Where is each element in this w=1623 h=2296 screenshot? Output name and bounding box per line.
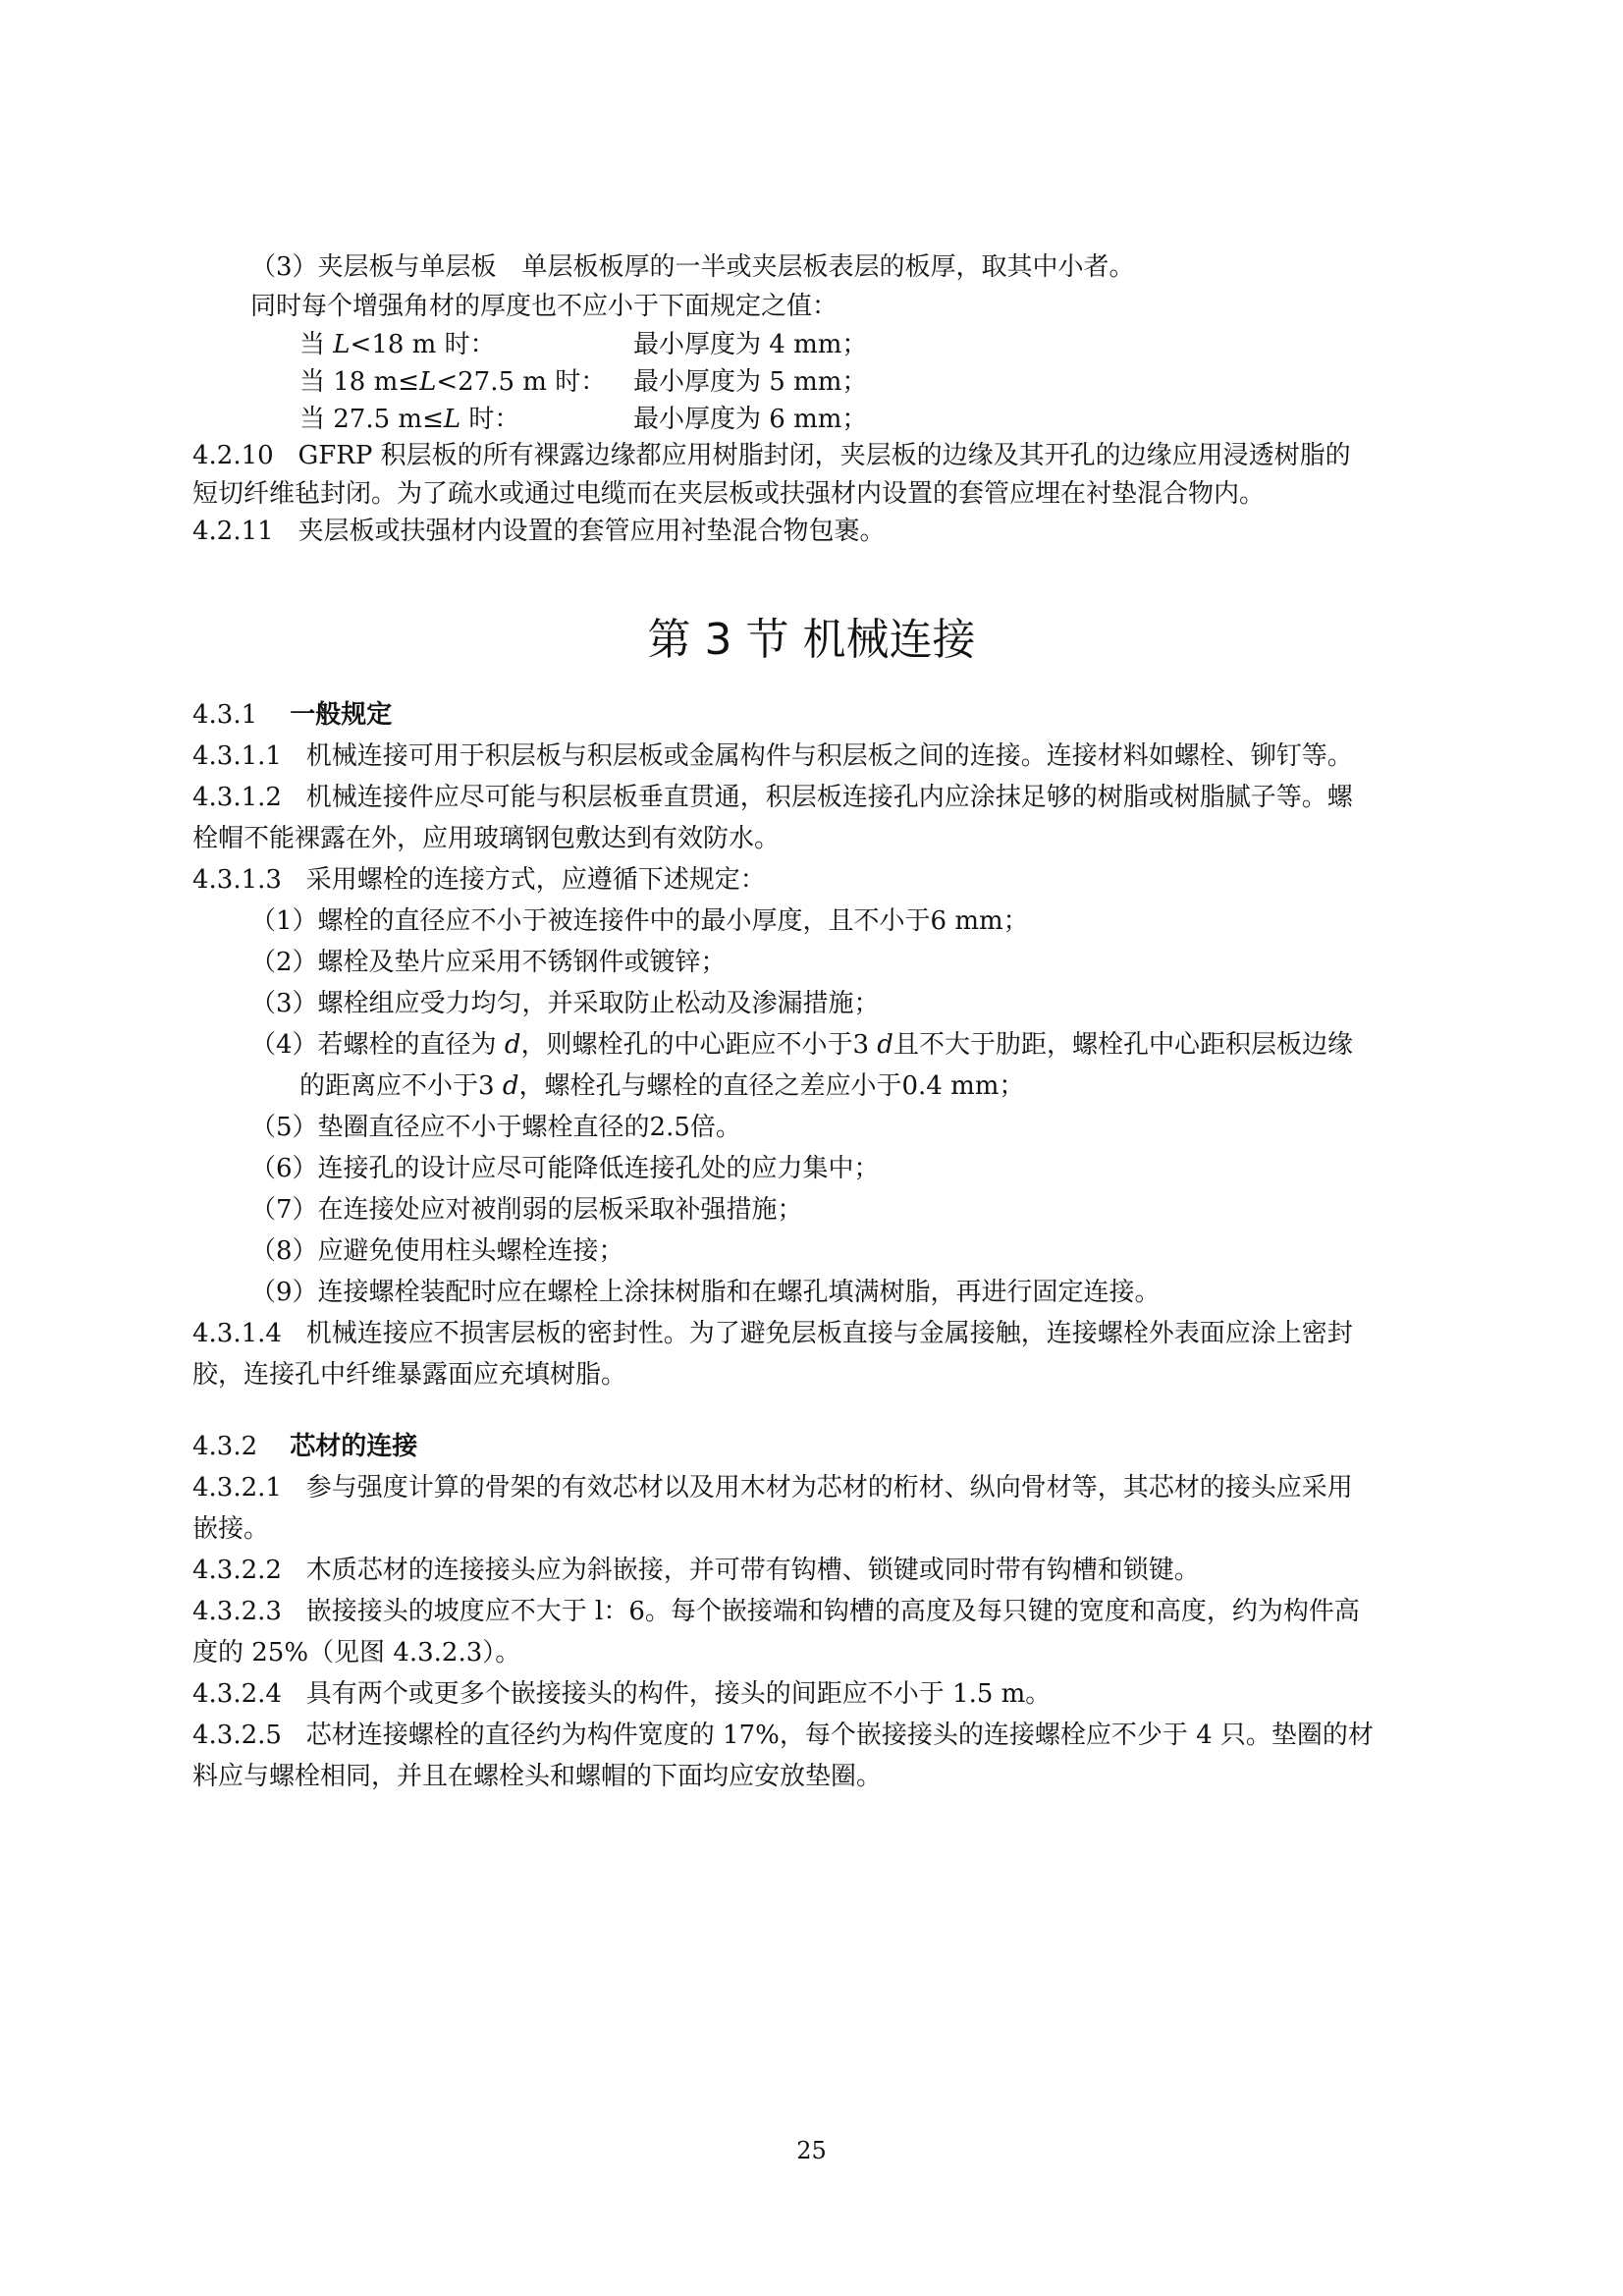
clause-4-3-2-4 xyxy=(192,1674,1051,1714)
rule-text: ，则螺栓孔的中心距应不小于3 xyxy=(520,1030,878,1060)
heading-text: 芯材的连接 xyxy=(290,1432,418,1461)
row-condition-suffix: <27.5 m 时： xyxy=(436,367,607,397)
clause-4-3-2-5-cont: 料应与螺栓相同，并且在螺栓头和螺帽的下面均应安放垫圈。 xyxy=(192,1762,883,1791)
thickness-value-3: 最小厚度为 6 mm； xyxy=(633,405,868,434)
rule-text: 的距离应不小于3 xyxy=(299,1071,503,1101)
rule-text: （4）若螺栓的直径为 xyxy=(250,1030,505,1060)
clause-text: 参与强度计算的骨架的有效芯材以及用木材为芯材的桁材、纵向骨材等，其芯材的接头应采用 xyxy=(305,1473,1353,1503)
clause-number: 4.2.11 xyxy=(192,517,274,546)
clause-text: 芯材连接螺栓的直径约为构件宽度的 17%，每个嵌接接头的连接螺栓应不少于 4 只。垫圈的材 xyxy=(305,1721,1374,1750)
thickness-row-3 xyxy=(299,400,519,439)
clause-number: 4.2.10 xyxy=(192,441,274,470)
bolt-rule-4 xyxy=(250,1025,1353,1065)
row-condition-prefix: 当 27.5 m≤ xyxy=(299,405,444,434)
item-3-sandwich: （3）夹层板与单层板 单层板板厚的一半或夹层板表层的板厚，取其中小者。 xyxy=(250,252,1135,282)
clause-4-2-11 xyxy=(192,512,886,551)
clause-number: 4.3.2.4 xyxy=(192,1679,282,1709)
page-number: 25 xyxy=(796,2137,827,2164)
clause-number: 4.3.1.4 xyxy=(192,1319,282,1348)
thickness-row-1 xyxy=(299,325,496,364)
heading-4-3-1 xyxy=(192,695,392,735)
clause-4-3-2-3-cont: 度的 25%（见图 4.3.2.3）。 xyxy=(192,1638,521,1667)
bolt-rule-1: （1）螺栓的直径应不小于被连接件中的最小厚度，且不小于6 mm； xyxy=(250,906,1029,936)
heading-4-3-2 xyxy=(192,1427,417,1466)
clause-number: 4.3.1.3 xyxy=(192,865,282,895)
bolt-rule-2: （2）螺栓及垫片应采用不锈钢件或镀锌； xyxy=(250,948,727,977)
clause-number: 4.3.1.1 xyxy=(192,741,282,771)
clause-text: 机械连接件应尽可能与积层板垂直贯通，积层板连接孔内应涂抹足够的树脂或树脂腻子等。螺 xyxy=(305,783,1353,812)
clause-4-3-1-3 xyxy=(192,860,766,900)
stiffener-intro: 同时每个增强角材的厚度也不应小于下面规定之值： xyxy=(250,292,839,321)
bolt-rule-6: （6）连接孔的设计应尽可能降低连接孔处的应力集中； xyxy=(250,1154,880,1183)
rule-variable: d xyxy=(502,1071,519,1101)
clause-number: 4.3.1.2 xyxy=(192,783,282,812)
clause-text: 嵌接接头的坡度应不大于 l：6。每个嵌接端和钩槽的高度及每只键的宽度和高度，约为构件高 xyxy=(305,1597,1360,1626)
clause-number: 4.3.2.1 xyxy=(192,1473,282,1503)
heading-number: 4.3.2 xyxy=(192,1432,258,1461)
clause-text: 夹层板或扶强材内设置的套管应用衬垫混合物包裹。 xyxy=(298,517,886,546)
row-condition-prefix: 当 xyxy=(299,330,334,359)
clause-text: 采用螺栓的连接方式，应遵循下述规定： xyxy=(305,865,766,895)
rule-text: 且不大于肋距，螺栓孔中心距积层板边缘 xyxy=(893,1030,1353,1060)
bolt-rule-4-cont xyxy=(299,1066,1024,1106)
row-condition-variable: L xyxy=(443,405,461,434)
clause-4-3-2-3 xyxy=(192,1592,1360,1631)
clause-4-3-1-4 xyxy=(192,1314,1353,1353)
row-condition-variable: L xyxy=(419,367,437,397)
clause-4-2-10 xyxy=(192,436,1351,475)
row-condition-suffix: 时： xyxy=(460,405,520,434)
bolt-rule-3: （3）螺栓组应受力均匀，并采取防止松动及渗漏措施； xyxy=(250,989,880,1018)
section-title: 第 3 节 机械连接 xyxy=(647,615,976,665)
clause-number: 4.3.2.2 xyxy=(192,1556,282,1585)
clause-4-3-2-1 xyxy=(192,1468,1353,1507)
row-condition-prefix: 当 18 m≤ xyxy=(299,367,420,397)
bolt-rule-7: （7）在连接处应对被削弱的层板采取补强措施； xyxy=(250,1195,803,1225)
clause-4-3-2-1-cont: 嵌接。 xyxy=(192,1514,270,1544)
rule-text: ，螺栓孔与螺栓的直径之差应小于0.4 mm； xyxy=(518,1071,1025,1101)
clause-4-2-10-cont: 短切纤维毡封闭。为了疏水或通过电缆而在夹层板或扶强材内设置的套管应埋在衬垫混合物内。 xyxy=(192,479,1266,509)
clause-number: 4.3.2.5 xyxy=(192,1721,282,1750)
row-condition-suffix: <18 m 时： xyxy=(350,330,496,359)
clause-4-3-1-1 xyxy=(192,737,1353,776)
clause-text: 木质芯材的连接接头应为斜嵌接，并可带有钩槽、锁键或同时带有钩槽和锁键。 xyxy=(305,1556,1200,1585)
clause-text: 机械连接可用于积层板与积层板或金属构件与积层板之间的连接。连接材料如螺栓、铆钉等。 xyxy=(305,741,1353,771)
heading-text: 一般规定 xyxy=(290,700,393,730)
clause-4-3-2-2 xyxy=(192,1551,1200,1590)
clause-4-3-1-4-cont: 胶，连接孔中纤维暴露面应充填树脂。 xyxy=(192,1360,627,1390)
rule-variable: d xyxy=(877,1030,893,1060)
thickness-row-2 xyxy=(299,362,606,402)
thickness-value-2: 最小厚度为 5 mm； xyxy=(633,367,868,397)
heading-number: 4.3.1 xyxy=(192,700,258,730)
clause-4-3-2-5 xyxy=(192,1716,1374,1755)
clause-text: 机械连接应不损害层板的密封性。为了避免层板直接与金属接触，连接螺栓外表面应涂上密封 xyxy=(305,1319,1353,1348)
rule-variable: d xyxy=(504,1030,521,1060)
clause-number: 4.3.2.3 xyxy=(192,1597,282,1626)
bolt-rule-9: （9）连接螺栓装配时应在螺栓上涂抹树脂和在螺孔填满树脂，再进行固定连接。 xyxy=(250,1278,1161,1307)
clause-text: GFRP 积层板的所有裸露边缘都应用树脂封闭，夹层板的边缘及其开孔的边缘应用浸透树脂的 xyxy=(298,441,1351,470)
thickness-value-1: 最小厚度为 4 mm； xyxy=(633,330,868,359)
bolt-rule-5: （5）垫圈直径应不小于螺栓直径的2.5倍。 xyxy=(250,1113,741,1142)
row-condition-variable: L xyxy=(333,330,351,359)
clause-text: 具有两个或更多个嵌接接头的构件，接头的间距应不小于 1.5 m。 xyxy=(305,1679,1052,1709)
clause-4-3-1-2 xyxy=(192,778,1353,817)
clause-4-3-1-2-cont: 栓帽不能裸露在外，应用玻璃钢包敷达到有效防水。 xyxy=(192,824,781,853)
bolt-rule-8: （8）应避免使用柱头螺栓连接； xyxy=(250,1236,624,1266)
